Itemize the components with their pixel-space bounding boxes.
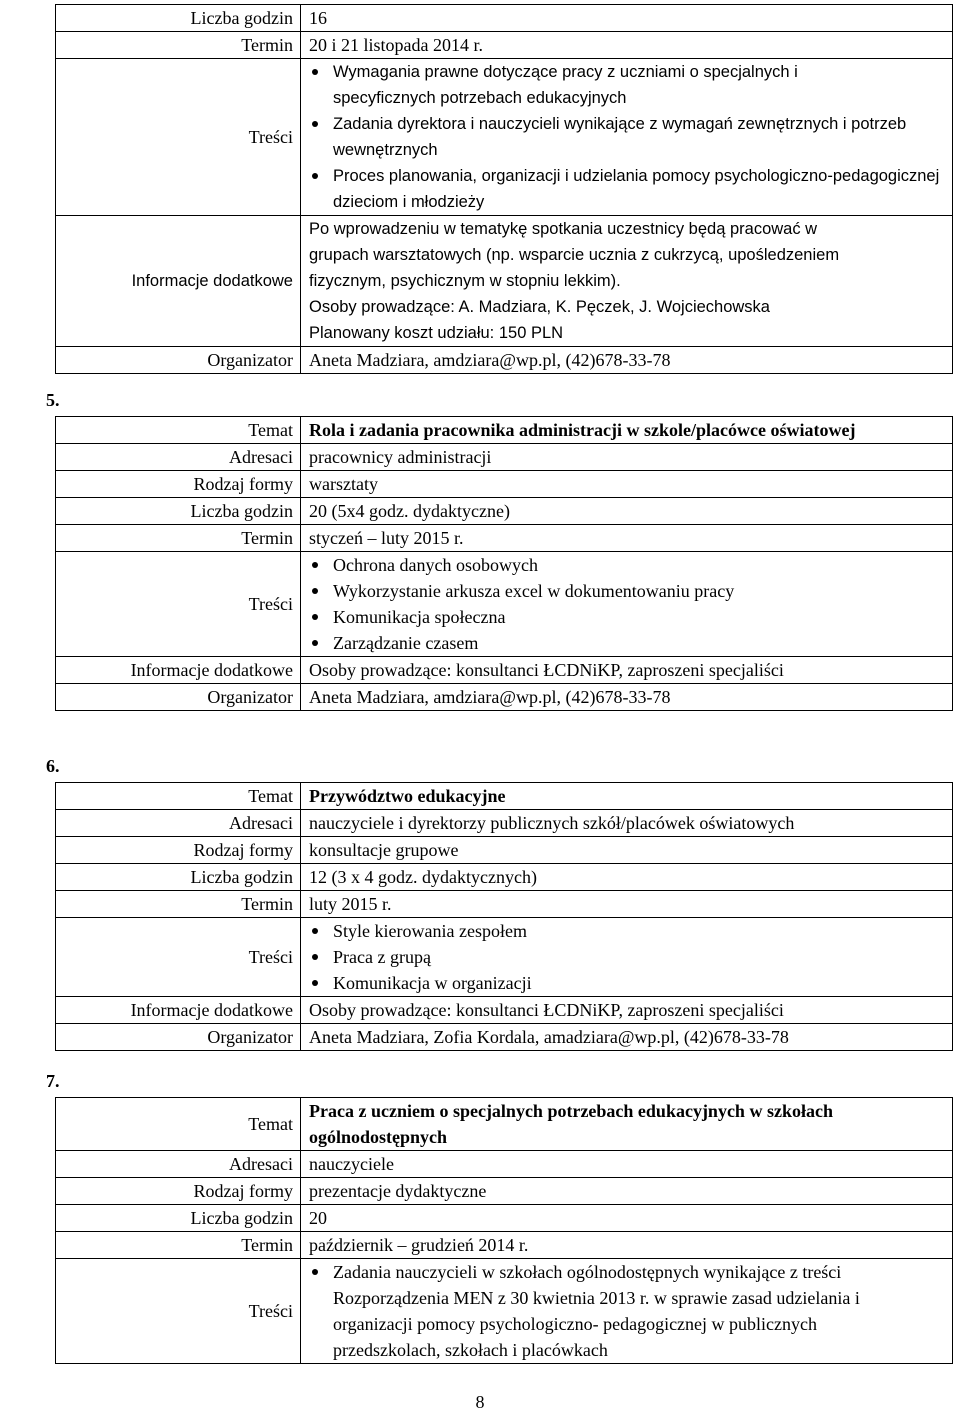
row-liczba-godzin bbox=[56, 498, 953, 525]
row-organizator bbox=[56, 684, 953, 711]
value-organizator: Aneta Madziara, Zofia Kordala, amadziara@wp.pl, (42)678-33-78 bbox=[301, 1024, 953, 1051]
label-informacje-dodatkowe: Informacje dodatkowe bbox=[56, 997, 301, 1024]
row-liczba-godzin bbox=[56, 864, 953, 891]
label-tresci: Treści bbox=[56, 552, 301, 657]
label-informacje-dodatkowe: Informacje dodatkowe bbox=[56, 216, 301, 347]
label-termin: Termin bbox=[56, 891, 301, 918]
row-adresaci bbox=[56, 444, 953, 471]
label-liczba-godzin: Liczba godzin bbox=[56, 498, 301, 525]
value-adresaci: nauczyciele bbox=[301, 1151, 953, 1178]
row-liczba-godzin bbox=[56, 1205, 953, 1232]
list-item: Wykorzystanie arkusza excel w dokumentowaniu pracy bbox=[309, 578, 944, 604]
row-informacje-dodatkowe bbox=[56, 216, 953, 347]
value-rodzaj-formy: prezentacje dydaktyczne bbox=[301, 1178, 953, 1205]
label-temat: Temat bbox=[56, 1098, 301, 1151]
value-termin: październik – grudzień 2014 r. bbox=[301, 1232, 953, 1259]
label-termin: Termin bbox=[56, 32, 301, 59]
row-tresci bbox=[56, 918, 953, 997]
row-rodzaj-formy bbox=[56, 471, 953, 498]
page-number: 8 bbox=[475, 1392, 485, 1412]
info-text: Po wprowadzeniu w tematykę spotkania uczestnicy będą pracować w grupach warsztatowych (np. wsparcie ucznia z cukrzycą, upośledzeniem fizycznym, psychicznym w stopniu lekkim). bbox=[309, 220, 840, 290]
row-tresci bbox=[56, 552, 953, 657]
list-item: Komunikacja w organizacji bbox=[309, 970, 944, 996]
label-rodzaj-formy: Rodzaj formy bbox=[56, 471, 301, 498]
row-liczba-godzin bbox=[56, 5, 953, 32]
label-organizator: Organizator bbox=[56, 1024, 301, 1051]
value-informacje-dodatkowe: Osoby prowadzące: konsultanci ŁCDNiKP, zaproszeni specjaliści bbox=[301, 657, 953, 684]
row-tresci bbox=[56, 1259, 953, 1364]
list-item: Zadania dyrektora i nauczycieli wynikające z wymagań zewnętrznych i potrzeb wewnętrznych bbox=[309, 111, 944, 163]
value-organizator: Aneta Madziara, amdziara@wp.pl, (42)678-33-78 bbox=[301, 347, 953, 374]
label-rodzaj-formy: Rodzaj formy bbox=[56, 1178, 301, 1205]
list-item: Zadania nauczycieli w szkołach ogólnodostępnych wynikające z treści Rozporządzenia MEN z 30 kwietnia 2013 r. w sprawie zasad udzielania i organizacji pomocy psychologiczno- pedagogicznej w publicznych przedszkolach, szkołach i placówkach bbox=[309, 1259, 944, 1363]
list-item: Style kierowania zespołem bbox=[309, 918, 944, 944]
label-liczba-godzin: Liczba godzin bbox=[56, 1205, 301, 1232]
tresci-list bbox=[309, 918, 944, 996]
tresci-list bbox=[309, 59, 944, 215]
value-organizator: Aneta Madziara, amdziara@wp.pl, (42)678-33-78 bbox=[301, 684, 953, 711]
label-tresci: Treści bbox=[56, 1259, 301, 1364]
value-termin: luty 2015 r. bbox=[301, 891, 953, 918]
row-organizator bbox=[56, 347, 953, 374]
value-adresaci: nauczyciele i dyrektorzy publicznych szkół/placówek oświatowych bbox=[301, 810, 953, 837]
value-temat: Rola i zadania pracownika administracji w szkole/placówce oświatowej bbox=[301, 417, 953, 444]
list-item: Zarządzanie czasem bbox=[309, 630, 944, 656]
value-temat: Praca z uczniem o specjalnych potrzebach edukacyjnych w szkołach ogólnodostępnych bbox=[301, 1098, 953, 1151]
label-organizator: Organizator bbox=[56, 684, 301, 711]
section-number-7: 7. bbox=[46, 1071, 60, 1091]
value-rodzaj-formy: konsultacje grupowe bbox=[301, 837, 953, 864]
table-section-7 bbox=[55, 1097, 953, 1364]
list-item: Ochrona danych osobowych bbox=[309, 552, 944, 578]
row-organizator bbox=[56, 1024, 953, 1051]
row-temat bbox=[56, 783, 953, 810]
label-temat: Temat bbox=[56, 417, 301, 444]
list-item: Proces planowania, organizacji i udzielania pomocy psychologiczno-pedagogicznej dzieciom i młodzieży bbox=[309, 163, 944, 215]
row-tresci bbox=[56, 59, 953, 216]
info-prowadzacy: Osoby prowadzące: A. Madziara, K. Pęczek, J. Wojciechowska bbox=[309, 298, 770, 316]
table-section-5 bbox=[55, 416, 953, 711]
label-informacje-dodatkowe: Informacje dodatkowe bbox=[56, 657, 301, 684]
label-rodzaj-formy: Rodzaj formy bbox=[56, 837, 301, 864]
row-termin bbox=[56, 32, 953, 59]
row-rodzaj-formy bbox=[56, 1178, 953, 1205]
row-termin bbox=[56, 525, 953, 552]
label-tresci: Treści bbox=[56, 59, 301, 216]
label-termin: Termin bbox=[56, 1232, 301, 1259]
tresci-list bbox=[309, 1259, 944, 1363]
value-adresaci: pracownicy administracji bbox=[301, 444, 953, 471]
tresci-list bbox=[309, 552, 944, 656]
value-temat: Przywództwo edukacyjne bbox=[301, 783, 953, 810]
table-section-4-continued bbox=[55, 4, 953, 374]
label-tresci: Treści bbox=[56, 918, 301, 997]
value-liczba-godzin: 16 bbox=[301, 5, 953, 32]
list-item: Wymagania prawne dotyczące pracy z uczniami o specjalnych i specyficznych potrzebach edukacyjnych bbox=[309, 59, 944, 111]
value-liczba-godzin: 20 bbox=[301, 1205, 953, 1232]
row-temat bbox=[56, 1098, 953, 1151]
list-item: Komunikacja społeczna bbox=[309, 604, 944, 630]
row-adresaci bbox=[56, 1151, 953, 1178]
label-adresaci: Adresaci bbox=[56, 444, 301, 471]
label-liczba-godzin: Liczba godzin bbox=[56, 864, 301, 891]
value-liczba-godzin: 20 (5x4 godz. dydaktyczne) bbox=[301, 498, 953, 525]
row-informacje-dodatkowe bbox=[56, 657, 953, 684]
section-number-5: 5. bbox=[46, 390, 60, 410]
row-rodzaj-formy bbox=[56, 837, 953, 864]
value-informacje-dodatkowe: Osoby prowadzące: konsultanci ŁCDNiKP, zaproszeni specjaliści bbox=[301, 997, 953, 1024]
label-termin: Termin bbox=[56, 525, 301, 552]
label-temat: Temat bbox=[56, 783, 301, 810]
row-termin bbox=[56, 1232, 953, 1259]
value-rodzaj-formy: warsztaty bbox=[301, 471, 953, 498]
label-liczba-godzin: Liczba godzin bbox=[56, 5, 301, 32]
value-liczba-godzin: 12 (3 x 4 godz. dydaktycznych) bbox=[301, 864, 953, 891]
table-section-6 bbox=[55, 782, 953, 1051]
label-organizator: Organizator bbox=[56, 347, 301, 374]
info-koszt: Planowany koszt udziału: 150 PLN bbox=[309, 324, 564, 342]
list-item: Praca z grupą bbox=[309, 944, 944, 970]
value-termin: styczeń – luty 2015 r. bbox=[301, 525, 953, 552]
row-temat bbox=[56, 417, 953, 444]
label-adresaci: Adresaci bbox=[56, 810, 301, 837]
label-adresaci: Adresaci bbox=[56, 1151, 301, 1178]
row-adresaci bbox=[56, 810, 953, 837]
value-termin: 20 i 21 listopada 2014 r. bbox=[301, 32, 953, 59]
section-number-6: 6. bbox=[46, 756, 60, 776]
row-termin bbox=[56, 891, 953, 918]
row-informacje-dodatkowe bbox=[56, 997, 953, 1024]
